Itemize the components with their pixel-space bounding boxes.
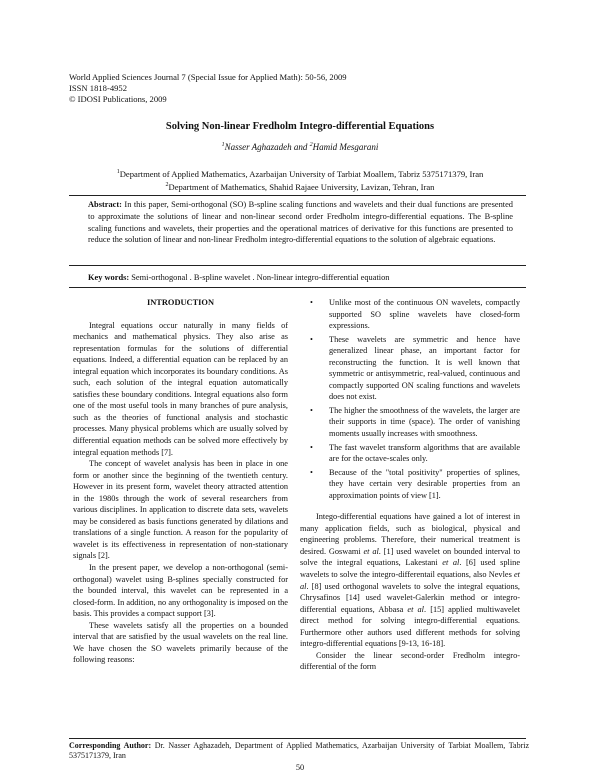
list-item: • The higher the smoothness of the wavelets, the larger are their supports in time (space). The order of vanishing moments usually increases with smoothness. — [310, 405, 520, 439]
footnote-label: Corresponding Author: — [69, 741, 152, 750]
right-paragraph-1: Intego-differential equations have gained a lot of interest in many application fields, such as biological, physical and engineering problems. Therefore, their numerical treatment is desired. Goswami et al. [1] used wavelet on bounded interval to solve the integral equations, Lakestani et al. [6] used spline wavelets to solve the integro-differentail equations, also Nevles et al. [8] used orthogonal wavelets to solve the integral equations, Chrysafinos [14] used wavelet-Galerkin method or integro-differential equations, Abbasa et al. [15] applied multiwavelet direct method for solving integro-differential equations. Furthermore other authors used different methods for solving integro-differential equations [9-13, 16-18]. — [300, 512, 521, 649]
abstract-text: In this paper, Semi-orthogonal (SO) B-spline scaling functions and wavelets and their dual functions are presented to approximate the solutions of linear and non-linear second order Fredholm integro-differential equations. The B-spline scaling functions and wavelets, their properties and the operational matrices of derivative for this functions are presented to reduce the solution of linear and non-linear Fredholm integro-differential equations to the solution of algebraic equations. — [88, 200, 513, 245]
author1-sup: 1 — [221, 142, 225, 148]
author2: Hamid Mesgarani — [312, 142, 379, 152]
list-item: • The fast wavelet transform algorithms that are available are for the octave-scales only. — [310, 442, 520, 464]
right-column — [300, 297, 520, 673]
corresponding-author-footnote — [69, 741, 529, 761]
affiliations — [0, 167, 600, 194]
keywords — [88, 273, 513, 282]
intro-paragraph-1: Integral equations occur naturally in many fields of mechanics and mathematical physics. They also arise as representation formulas for the solutions of differential equations. Indeed, a differential equation can be replaced by an integral equation which incorporates its boundary conditions. As such, each solution of the integral equation automatically satisfies these boundary conditions. Integral equations also form one of the most useful tools in many branches of pure analysis, such as the theories of functional analysis and stochastic processes. Many physical problems which are usually solved by differential equation methods can be solved more effectively by integral equation methods [7]. — [73, 320, 288, 457]
copyright: © IDOSI Publications, 2009 — [69, 94, 167, 104]
intro-paragraph-3: In the present paper, we develop a non-orthogonal (semi-orthogonal) wavelet using B-splines specially constructed for the bounded interval, this wavelet can be represented in a closed-form. In addition, no any orthogonality is imposed on the basis. This provides a compact support [3]. — [73, 563, 288, 619]
issn: ISSN 1818-4952 — [69, 83, 128, 93]
list-item: • Because of the "total positivity" properties of splines, they have certain very desirable properties from an approximation points of view [1]. — [310, 467, 520, 500]
author1: Nasser Aghazadeh — [224, 142, 292, 152]
right-paragraph-2: Consider the linear second-order Fredholm integro-differential of the form — [300, 650, 520, 672]
abstract-top-rule — [69, 195, 526, 196]
bullet-icon: • — [310, 405, 313, 415]
authors — [0, 142, 600, 152]
journal-citation: World Applied Sciences Journal 7 (Special Issue for Applied Math): 50-56, 2009 — [69, 72, 347, 82]
section-heading-introduction: INTRODUCTION — [146, 298, 214, 307]
list-item: • Unlike most of the continuous ON wavelets, compactly supported SO spline wavelets have closed-form expressions. — [310, 298, 520, 331]
affiliation-2: $^2$Department of Mathematics, Shahid Rajaee University, Lavizan, Tehran, Iran — [165, 182, 435, 193]
left-column — [73, 297, 288, 666]
bullet-icon: • — [310, 334, 313, 344]
footnote-rule — [69, 738, 526, 739]
footnote-text: Dr. Nasser Aghazadeh, Department of Applied Mathematics, Azarbaijan University of Tarbiat Moallem, Tabriz 5375171379, Iran — [69, 741, 530, 760]
abstract-bottom-rule — [69, 265, 526, 266]
list-item: • These wavelets are symmetric and hence have generalized linear phase, an important factor for reconstructing the function. It is well known that symmetric or antisymmetric, real-valued, continuous and compactly supported ON scaling functions and wavelets does not exist. — [310, 334, 520, 402]
keywords-rule — [69, 287, 526, 288]
paper-title: Solving Non-linear Fredholm Integro-differential Equations — [165, 121, 435, 132]
author2-sup: 2 — [309, 142, 313, 148]
abstract — [88, 199, 513, 246]
intro-paragraph-4: These wavelets satisfy all the properties on a bounded interval that are satisfied by the usual wavelets on the real line. We have chosen the SO wavelets primarily because of the following reasons: — [73, 620, 288, 665]
journal-header — [69, 72, 347, 105]
intro-paragraph-2: The concept of wavelet analysis has been in place in one form or another since the beginning of the twentieth century. However in its present form, wavelet theory attracted attention in the 1980s through the work of several researchers from various disciplines. In application to discrete data sets, wavelets may be considered as basis functions generated by dilations and translations of a single function. A reason for the popularity of wavelet is its effectiveness in representation of non-stationary signals [2]. — [73, 459, 288, 561]
page-number: 50 — [295, 763, 305, 772]
bullet-icon: • — [310, 467, 313, 477]
keywords-text: Semi-orthogonal . B-spline wavelet . Non-linear integro-differential equation — [129, 273, 390, 282]
abstract-label: Abstract: — [88, 200, 122, 209]
keywords-label: Key words: — [88, 273, 130, 282]
bullet-icon: • — [310, 442, 313, 452]
bullet-icon: • — [310, 298, 313, 307]
authors-and: and — [291, 142, 310, 152]
reasons-list — [300, 297, 520, 501]
affiliation-1: $^1$Department of Applied Mathematics, Azarbaijan University of Tarbiat Moallem, Tabriz 5375171379, Iran — [116, 168, 484, 179]
